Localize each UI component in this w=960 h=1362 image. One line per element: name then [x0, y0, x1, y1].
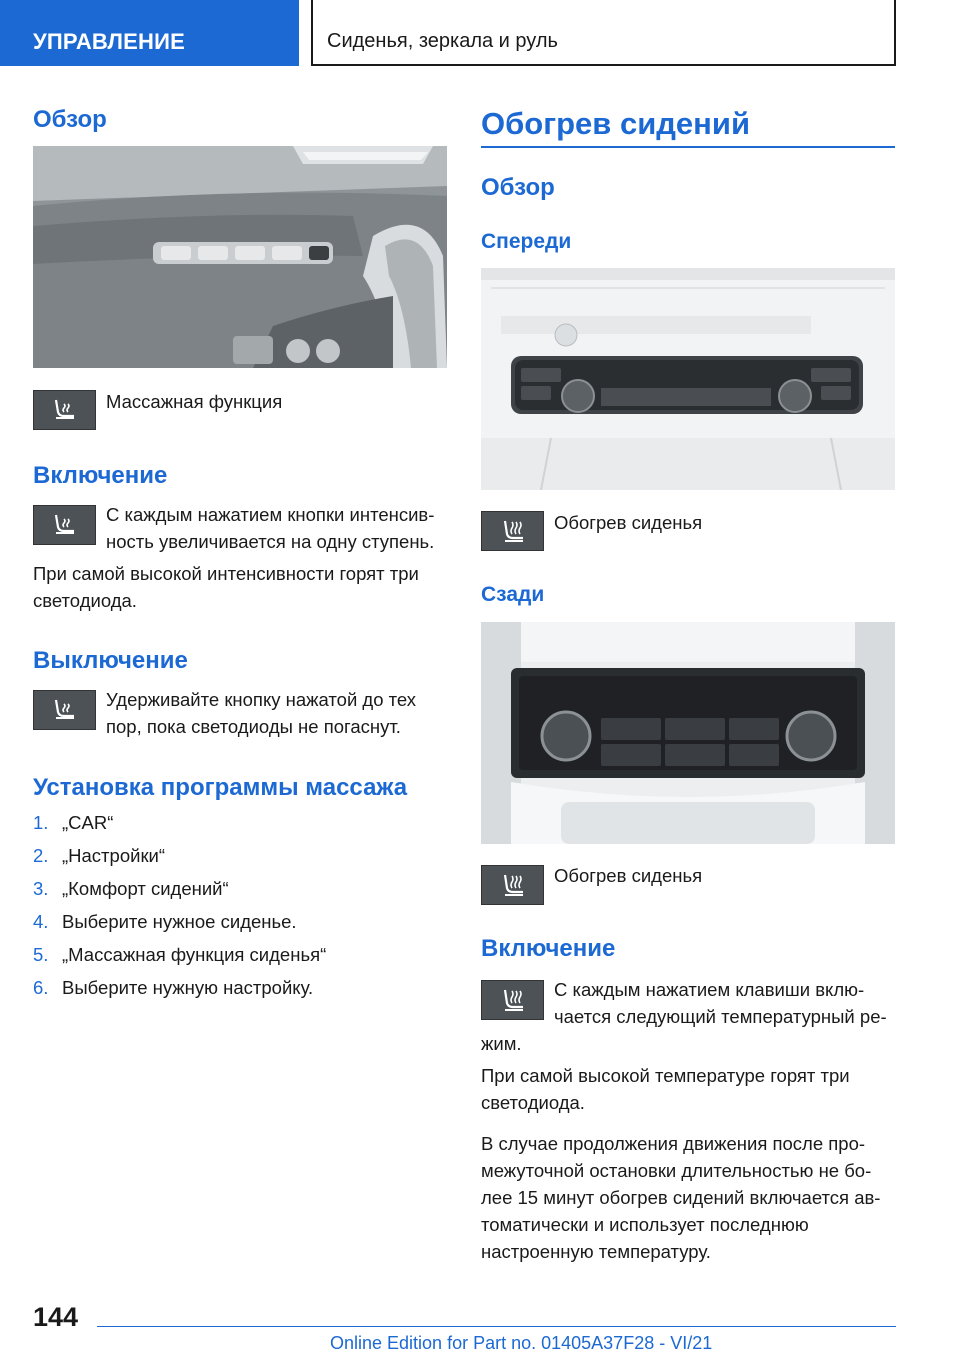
off-text-line1: Удерживайте кнопку нажатой до тех [106, 689, 417, 710]
step-number: 2. [33, 845, 49, 866]
section-title: Сиденья, зеркала и руль [311, 0, 896, 66]
heat-note2-line3: лее 15 минут обогрев сидений включается ав- [481, 1187, 881, 1208]
step-text: „Комфорт сидений“ [62, 878, 229, 899]
overview-heading-right: Обзор [481, 174, 555, 201]
chapter-tab[interactable]: УПРАВЛЕНИЕ [0, 0, 299, 66]
rear-caption: Обогрев сиденья [554, 865, 703, 886]
program-heading: Установка программы массажа [33, 774, 408, 801]
on-heading-right: Включение [481, 935, 616, 962]
step-text: Выберите нужную настройку. [62, 977, 314, 998]
off-text-line2: пор, пока светодиоды не погаснут. [106, 716, 401, 737]
step-number: 5. [33, 944, 49, 965]
heat-note2-line2: межуточной остановки длительностью не бо- [481, 1160, 872, 1181]
seat-heating-icon [481, 980, 544, 1020]
overview-heading: Обзор [33, 106, 107, 133]
heat-note2-line4: томатически и использует последнюю [481, 1214, 809, 1235]
massage-icon [33, 390, 96, 430]
step-number: 4. [33, 911, 49, 932]
front-climate-photo [481, 268, 895, 490]
seat-heating-icon [481, 511, 544, 551]
step-number: 6. [33, 977, 49, 998]
rear-heading: Сзади [481, 583, 545, 606]
massage-icon [33, 690, 96, 730]
on-text-line1: С каждым нажатием кнопки интенсив- [106, 504, 435, 525]
on-note-line2: светодиода. [33, 590, 137, 611]
title-rule [481, 146, 895, 148]
heat-note2-line1: В случае продолжения движения после про- [481, 1133, 866, 1154]
page-number: 144 [33, 1302, 79, 1332]
on-note-line1: При самой высокой интенсивности горят три [33, 563, 419, 584]
massage-icon [33, 505, 96, 545]
heat-note1-line2: светодиода. [481, 1092, 585, 1113]
heat-on-line1: С каждым нажатием клавиши вклю- [554, 979, 865, 1000]
seat-heating-icon [481, 865, 544, 905]
step-text: Выберите нужное сиденье. [62, 911, 297, 932]
off-heading: Выключение [33, 647, 188, 674]
on-text-line2: ность увеличивается на одну ступень. [106, 531, 435, 552]
step-text: „CAR“ [62, 812, 114, 833]
edition-link[interactable]: Online Edition for Part no. 01405A37F28 - VI/21 [330, 1333, 713, 1353]
page-title: Обогрев сидений [481, 106, 751, 141]
massage-caption: Массажная функция [106, 391, 283, 412]
door-panel-photo [33, 146, 447, 368]
step-text: „Настройки“ [62, 845, 166, 866]
on-heading-left: Включение [33, 462, 168, 489]
footer-rule [97, 1326, 896, 1327]
step-number: 3. [33, 878, 49, 899]
front-caption: Обогрев сиденья [554, 512, 703, 533]
heat-note2-line5: настроенную температуру. [481, 1241, 711, 1262]
step-number: 1. [33, 812, 49, 833]
heat-note1-line1: При самой высокой температуре горят три [481, 1065, 850, 1086]
step-text: „Массажная функция сиденья“ [62, 944, 327, 965]
rear-climate-photo [481, 622, 895, 844]
heat-on-line2: чается следующий температурный ре- [554, 1006, 887, 1027]
heat-on-line3: жим. [481, 1033, 522, 1054]
front-heading: Спереди [481, 230, 572, 253]
